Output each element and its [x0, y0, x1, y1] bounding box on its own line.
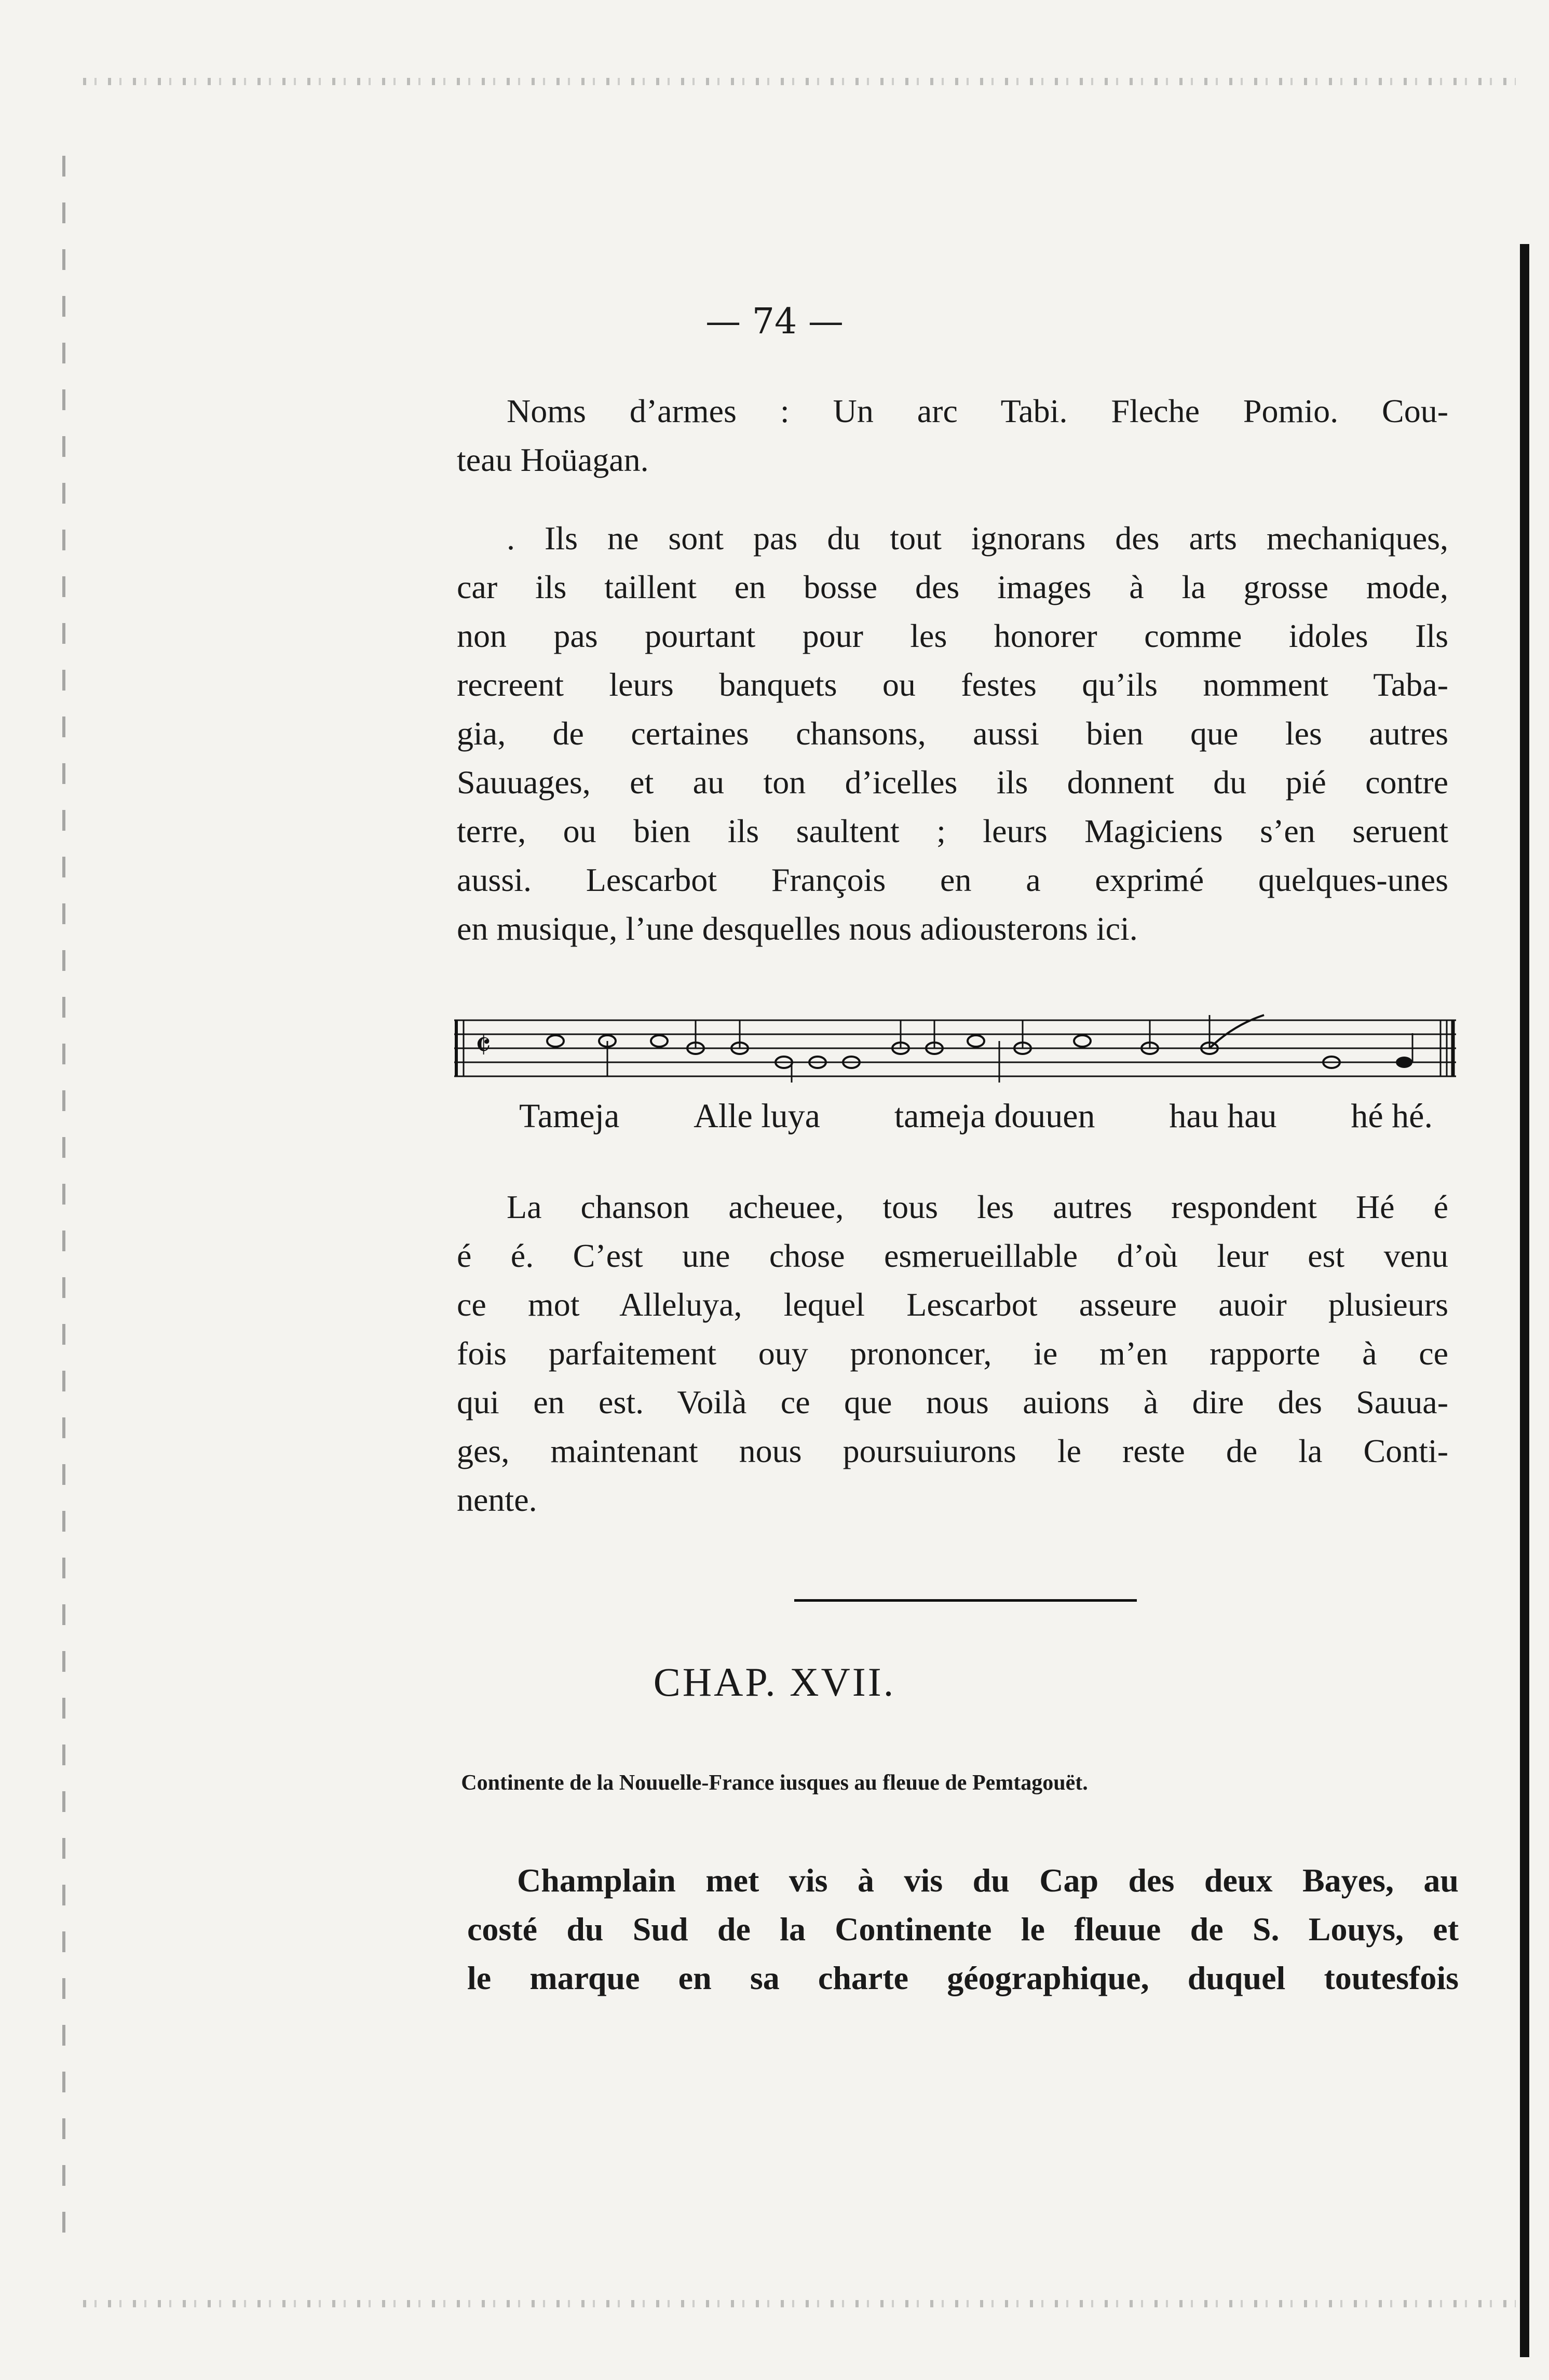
lyric-word: Alle luya: [694, 1097, 820, 1135]
lyric-word: tameja douuen: [894, 1097, 1095, 1135]
binding-edge: [62, 156, 65, 2233]
text-line: . Ils ne sont pas du tout ignorans des arts mechaniques,: [507, 520, 1448, 557]
text-line: en musique, l’une desquelles nous adiousterons ici.: [457, 910, 1138, 947]
text-line: Noms d’armes : Un arc Tabi. Fleche Pomio. Cou-: [507, 393, 1448, 429]
text-line: nente.: [457, 1481, 537, 1518]
music-staff: [454, 1010, 1456, 1088]
text-line: fois parfaitement ouy prononcer, ie m’en rapporte à ce: [457, 1335, 1448, 1372]
paragraph-champlain: [467, 1856, 1459, 2003]
text-line: non pas pourtant pour les honorer comme idoles Ils: [457, 617, 1448, 654]
paragraph-arts: [457, 514, 1448, 953]
scan-noise-bottom: [83, 2300, 1516, 2307]
text-line: recreent leurs banquets ou festes qu’ils nomment Taba-: [457, 666, 1448, 703]
section-divider: [794, 1599, 1137, 1602]
text-line: gia, de certaines chansons, aussi bien que les autres: [457, 715, 1448, 752]
text-line: La chanson acheuee, tous les autres respondent Hé é: [507, 1188, 1448, 1225]
text-line: le marque en sa charte géographique, duquel toutesfois: [467, 1959, 1459, 1996]
svg-text:𝄵: 𝄵: [475, 1024, 492, 1066]
chapter-subtitle: Continente de la Nouuelle-France iusques au fleuue de Pemtagouët.: [461, 1771, 1088, 1795]
song-lyrics: [519, 1090, 1433, 1142]
text-line: Champlain met vis à vis du Cap des deux Bayes, au: [517, 1862, 1459, 1899]
text-line: Sauuages, et au ton d’icelles ils donnent du pié contre: [457, 764, 1448, 801]
text-line: qui en est. Voilà ce que nous auions à dire des Sauua-: [457, 1384, 1448, 1421]
paragraph-alleluya: [457, 1183, 1448, 1524]
chapter-title: CHAP. XVII.: [653, 1659, 896, 1705]
lyric-word: Tameja: [519, 1097, 620, 1135]
page-number: — 74 —: [705, 301, 844, 342]
scan-noise-top: [83, 78, 1516, 85]
text-line: terre, ou bien ils saultent ; leurs Magiciens s’en seruent: [457, 813, 1448, 849]
text-line: ce mot Alleluya, lequel Lescarbot asseure auoir plusieurs: [457, 1286, 1448, 1323]
lyric-word: hé hé.: [1351, 1097, 1433, 1135]
lyric-word: hau hau: [1169, 1097, 1277, 1135]
page-edge-shadow: [1520, 244, 1529, 2357]
text-line: aussi. Lescarbot François en a exprimé quelques-unes: [457, 861, 1448, 898]
text-line: é é. C’est une chose esmerueillable d’où leur est venu: [457, 1237, 1448, 1274]
text-line: car ils taillent en bosse des images à la grosse mode,: [457, 569, 1448, 605]
paragraph-weapons: [457, 387, 1448, 484]
text-line: ges, maintenant nous poursuiurons le reste de la Conti-: [457, 1432, 1448, 1469]
text-line: costé du Sud de la Continente le fleuue de S. Louys, et: [467, 1911, 1459, 1948]
text-line: teau Hoüagan.: [457, 441, 649, 478]
